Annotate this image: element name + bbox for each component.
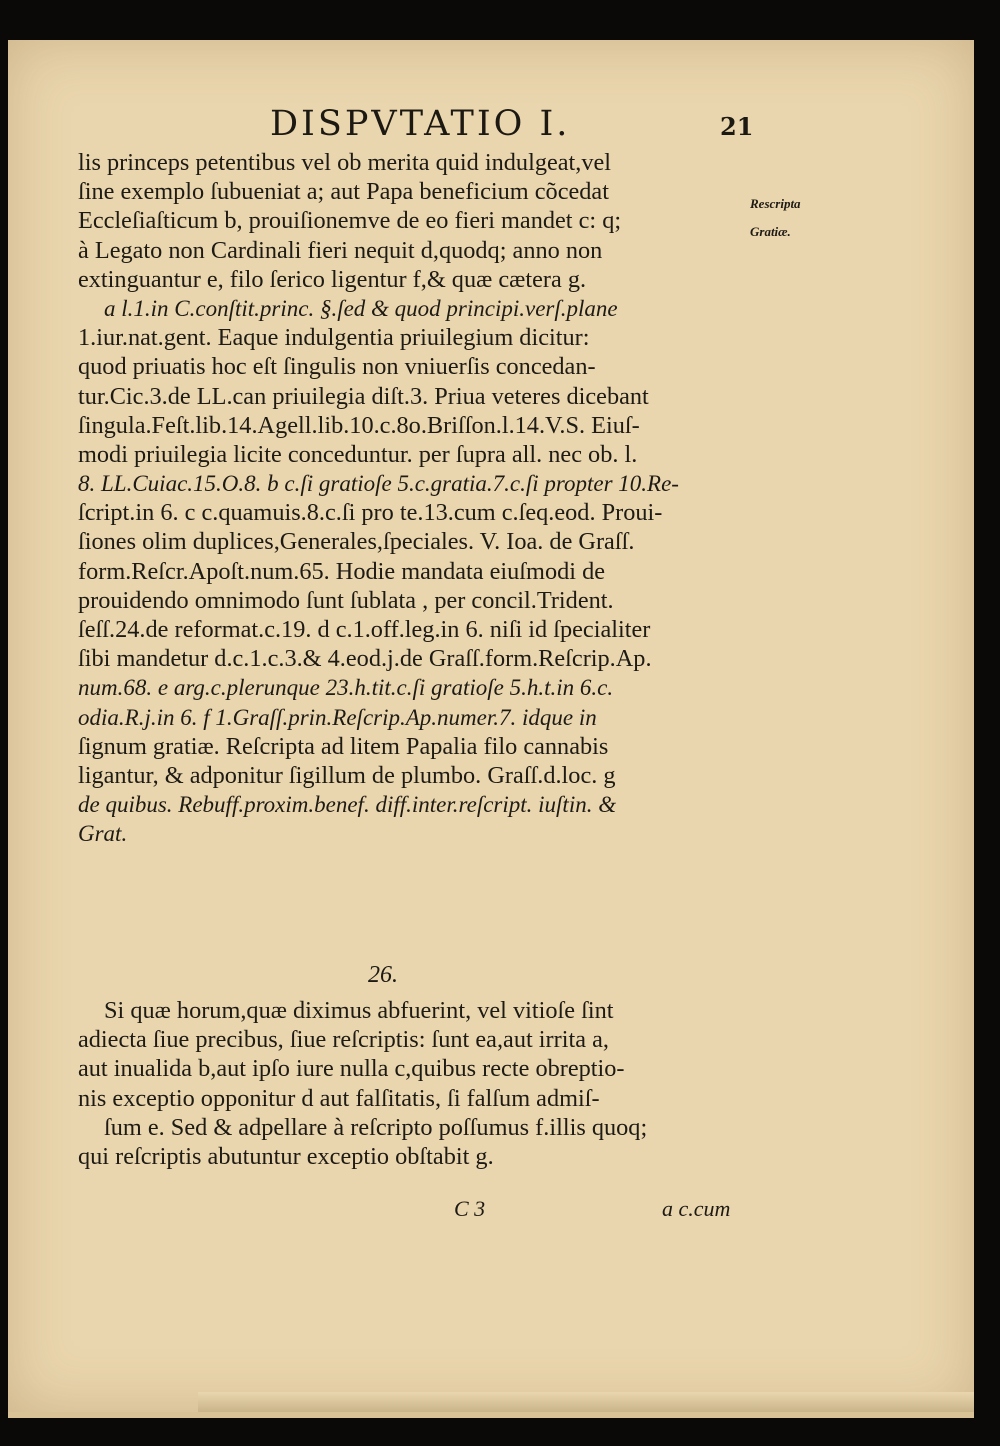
note-line: quod priuatis hoc eſt ſingulis non vniuerſis concedan- [78,353,596,381]
note-line: a l.1.in C.conſtit.princ. §.ſed & quod principi.verſ.plane [104,295,618,321]
text-line: ſum e. Sed & adpellare à reſcripto poſſumus f.illis quoq; [104,1113,648,1141]
text-line: extinguantur e, filo ſerico ligentur f,& quæ cætera g. [78,265,587,293]
main-text-block [78,148,748,849]
note-line: tur.Cic.3.de LL.can priuilegia diſt.3. Priua veteres dicebant [78,382,649,410]
page-bottom-edge [198,1392,974,1412]
note-line: Grat. [78,821,128,847]
text-line: lis princeps petentibus vel ob merita quid indulgeat,vel [78,149,612,176]
text-line: adiecta ſiue precibus, ſiue reſcriptis: ſunt ea,aut irrita a, [78,1026,609,1054]
signature-mark: C 3 [454,1196,486,1221]
note-line: prouidendo omnimodo ſunt ſublata , per concil.Trident. [78,586,614,614]
text-line: Eccleſiaſticum b, prouiſionemve de eo fieri mandet c: q; [78,207,622,235]
paragraph-26 [78,996,748,1171]
text-line: nis exceptio opponitur d aut falſitatis, ſi falſum admiſ- [78,1084,600,1112]
note-line: form.Reſcr.Apoſt.num.65. Hodie mandata eiuſmodi de [78,557,605,585]
note-line: ſcript.in 6. c c.quamuis.8.c.ſi pro te.13.cum c.ſeq.eod. Proui- [78,499,663,527]
note-line: ſingula.Feſt.lib.14.Agell.lib.10.c.8o.Briſſon.l.14.V.S. Eiuſ- [78,411,640,439]
note-line: ſeſſ.24.de reformat.c.19. d c.1.off.leg.in 6. niſi id ſpecialiter [78,616,651,643]
margin-note-rescripta: Rescripta [750,196,801,211]
note-line: de quibus. Rebuff.proxim.benef. diff.inter.reſcript. iuſtin. & [78,792,617,818]
text-line: Si quæ horum,quæ diximus abfuerint, vel vitioſe ſint [104,997,614,1024]
note-line: ſiones olim duplices,Generales,ſpeciales. V. Ioa. de Graſſ. [78,528,635,556]
text-line: ſine exemplo ſubueniat a; aut Papa beneficium cõcedat [78,178,609,206]
text-line: qui reſcriptis abutuntur exceptio obſtabit g. [78,1142,494,1170]
note-line: 1.iur.nat.gent. Eaque indulgentia priuilegium dicitur: [78,324,590,352]
note-line: modi priuilegia licite conceduntur. per ſupra all. nec ob. l. [78,440,638,468]
note-line: odia.R.j.in 6. f 1.Graſſ.prin.Reſcrip.Ap.numer.7. idque in [78,704,597,730]
text-line: aut inualida b,aut ipſo iure nulla c,quibus recte obreptio- [78,1055,625,1083]
note-line: 8. LL.Cuiac.15.O.8. b c.ſi gratioſe 5.c.gratia.7.c.ſi propter 10.Re- [78,471,679,497]
text-line: à Legato non Cardinali fieri nequit d,quodq; anno non [78,236,603,264]
section-number: 26. [368,962,398,988]
paragraph-main [78,148,748,294]
note-line: ſignum gratiæ. Reſcripta ad litem Papalia filo cannabis [78,732,609,760]
catchword: a c.cum [662,1196,731,1221]
margin-note-gratiae: Gratiæ. [750,224,791,239]
folio-number: 21 [720,112,754,141]
footnotes-block [78,294,748,849]
note-line: ſibi mandetur d.c.1.c.3.& 4.eod.j.de Graſſ.form.Reſcrip.Ap. [78,645,652,673]
note-line: num.68. e arg.c.plerunque 23.h.tit.c.ſi gratioſe 5.h.t.in 6.c. [78,675,614,701]
note-line: ligantur, & adponitur ſigillum de plumbo. Graſſ.d.loc. g [78,761,616,789]
running-head: DISPVTATIO I. [270,104,571,144]
